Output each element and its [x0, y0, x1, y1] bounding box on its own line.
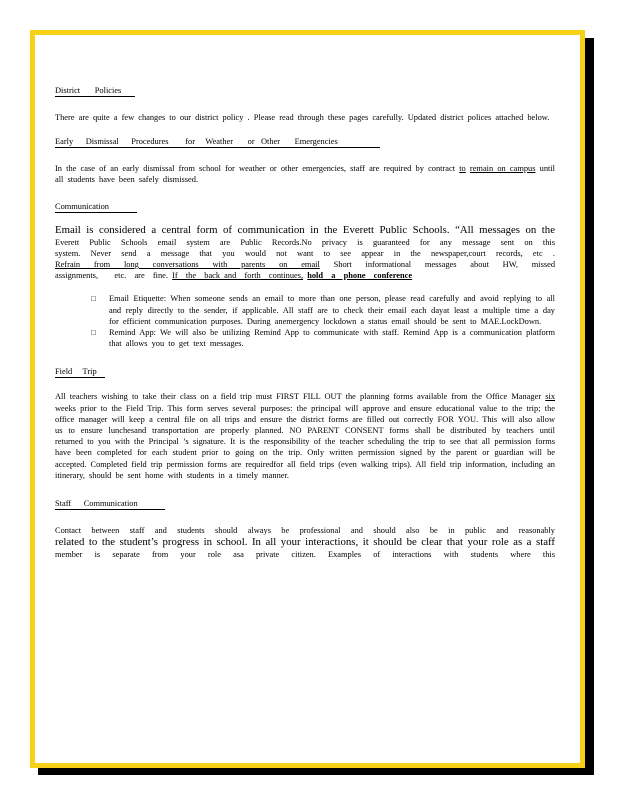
field-trip-text: All teachers wishing to take their class on a field trip must FIRST FILL OUT the planning forms available from the Office Manager six weeks prior to the Field Trip. This form serves several purposes: the principal will approve and ensure educational value to the trip; the office manager will keep a central file on all trips and ensure the district forms are filled out correctly FOR YOU. This will also allow us to ensure lunchesand transportation are properly planned. NO PARENT CONSENT forms shall be distributed by teachers until returned to you with the Principal ’s signature. It is the responsibility of the teacher scheduling the trip to see that all permission forms have been completed for each student prior to going on the trip. Only written permission signed by the parent or guardian will be accepted. Completed field trip permission forms are requiredfor all field trips (even walking trips). All field trip information, including an itinerary, should be sent home with students in a timely manner. — [55, 392, 556, 480]
communication-line-4: Refrain from long conversations with parents on email Short informational messages about HW, missed — [55, 260, 556, 270]
communication-line-5: assignments, etc. are fine. If the back and forth continues, hold a phone conference — [55, 271, 413, 281]
list-item: □ Email Etiquette: When someone sends an email to more than one person, please read carefully and avoid replying to all and reply directly to the sender, if applicable. All staff are to check their email each dayat least a multiple time a day for efficient communication purposes. During anemergency lockdown a status email should be sent to MAE.LockDown. — [91, 294, 555, 326]
document-content — [55, 80, 555, 560]
communication-line-2: Everett Public Schools email system are Public Records.No privacy is guaranteed for any message sent on this — [55, 237, 555, 247]
staff-communication-line-1: Contact between staff and students should always be professional and should also be in public and reasonably — [55, 526, 555, 536]
district-policies-heading: District Policies — [55, 85, 135, 97]
checkbox-bullet-icon: □ — [91, 294, 96, 304]
district-policies-intro: There are quite a few changes to our district policy . Please read through these pages carefully. Updated district polices attached below. — [55, 113, 550, 122]
communication-lead-line: Email is considered a central form of communication in the Everett Public Schools. “All messages on the — [55, 223, 555, 236]
communication-bullet-list — [55, 293, 555, 349]
checkbox-bullet-icon: □ — [91, 328, 96, 338]
early-dismissal-text: In the case of an early dismissal from school for weather or other emergencies, staff are required by contract to remain on campus until all students have been safely dismissed. — [55, 164, 556, 185]
staff-communication-heading: Staff Communication — [55, 498, 165, 510]
list-item: □ Remind App: We will also be utilizing Remind App to communicate with staff. Remind App is a communication platform that allows you to get text messages. — [91, 328, 555, 349]
staff-communication-lead-line: related to the student’s progress in school. In all your interactions, it should be clear that your role as a staff — [55, 536, 555, 549]
communication-line-3: system. Never send a message that you would not want to see appear in the newspaper,court records, etc . — [55, 248, 555, 258]
early-dismissal-heading: Early Dismissal Procedures for Weather or Other Emergencies — [55, 136, 380, 148]
document-page — [30, 30, 585, 768]
staff-communication-line-3: member is separate from your role asa private citizen. Examples of interactions with students where this — [55, 550, 555, 560]
field-trip-heading: Field Trip — [55, 366, 105, 378]
communication-heading: Communication — [55, 201, 137, 213]
